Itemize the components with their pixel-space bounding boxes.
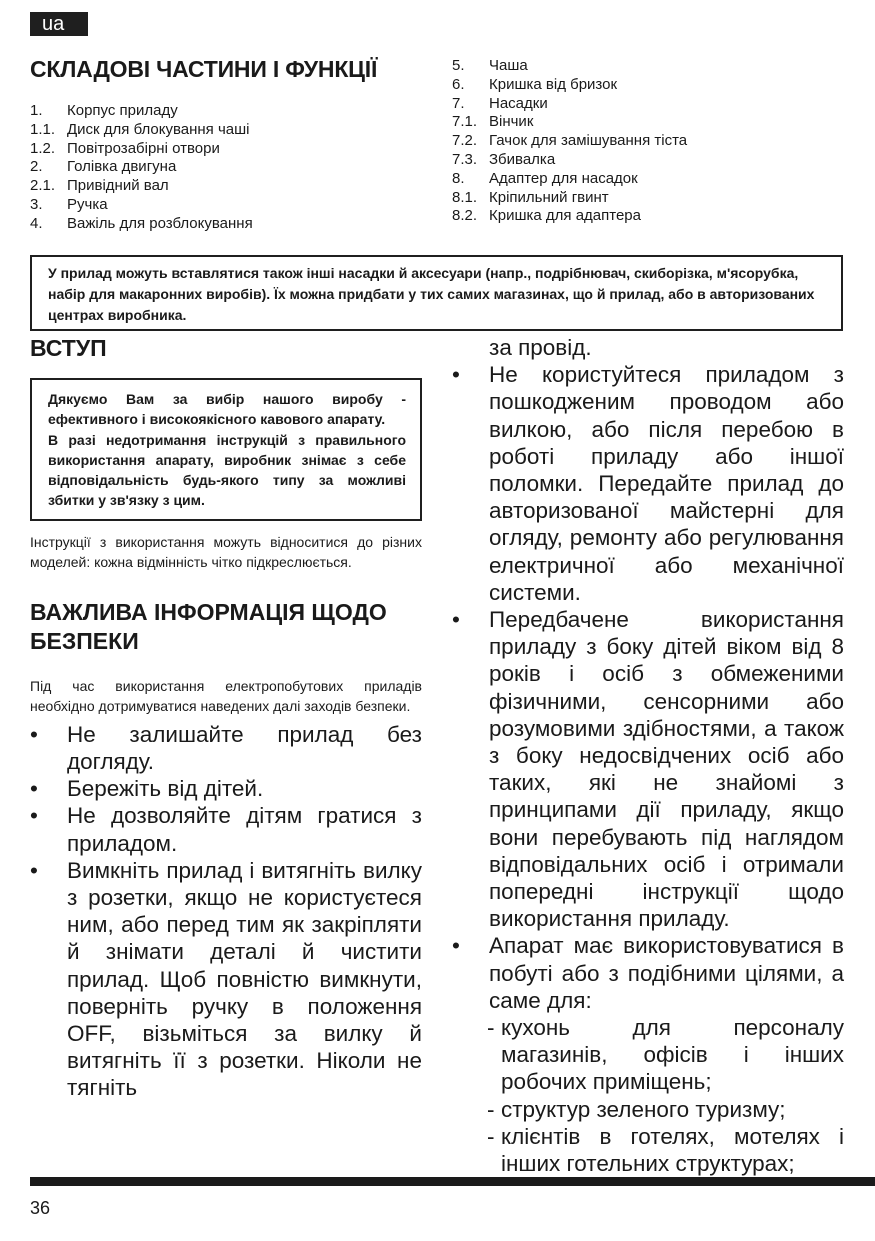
parts-list-left (30, 102, 253, 234)
part-label: Диск для блокування чаші (67, 120, 250, 138)
bullet-marker: • (452, 933, 460, 959)
part-label: Збивалка (489, 150, 556, 168)
part-number: 5. (452, 57, 465, 74)
part-label: Чаша (489, 57, 528, 74)
part-label: Кришка для адаптера (489, 207, 641, 225)
part-number: 6. (452, 75, 465, 93)
part-item (30, 102, 253, 121)
safety-intro: Під час використання електропобутових приладів необхідно дотримуватися наведених далі заходів безпеки. (30, 677, 422, 715)
usage-sub-item (487, 1123, 844, 1177)
part-item (452, 170, 687, 189)
usage-sub-item (487, 1014, 844, 1096)
bullet-text: Передбачене використання приладу з боку дітей віком від 8 років і осіб з обмеженими фізичними, сенсорними або розумовими здібностями, а також з боку недосвідчених осіб або таких, які не знайомі з принципами дії приладу, якщо вони перебувають під наглядом відповідальних осіб і отримали попередні інструкції щодо використання приладу. (489, 607, 844, 932)
part-number: 3. (30, 195, 43, 213)
part-number: 2. (30, 158, 43, 176)
part-item (30, 140, 253, 159)
thanks-text: Дякуємо Вам за вибір нашого виробу - ефективного і високоякісного кавового апарату. (48, 391, 406, 428)
safety-bullet-item (30, 721, 422, 775)
part-label: Важіль для розблокування (67, 214, 253, 232)
usage-sub-list (487, 1014, 844, 1177)
part-item (452, 189, 687, 208)
part-item (452, 132, 687, 151)
bullet-text: Не залишайте прилад без догляду. (67, 721, 422, 774)
bullet-text: Не користуйтеся приладом з пошкодженим проводом або вилкою, або після перебою в роботі приладу або іншої поломки. Передайте прилад до авторизованої майстерні для огляду, ремонту або регулювання електричної або механічної системи. (489, 362, 844, 605)
list-item-continuation (452, 334, 844, 361)
part-item (30, 121, 253, 140)
intro-title: ВСТУП (30, 335, 107, 361)
usage-sub-item (487, 1096, 844, 1123)
part-number: 8. (452, 169, 465, 187)
part-label: Вінчик (489, 113, 534, 131)
part-item (30, 215, 253, 234)
part-item (452, 57, 687, 76)
dash-marker: - (487, 1123, 495, 1149)
bullet-marker: • (30, 721, 38, 747)
part-number: 7.2. (452, 132, 478, 150)
left-column (30, 334, 422, 1102)
bullet-marker: • (30, 776, 38, 802)
part-label: Повітрозабірні отвори (67, 139, 220, 157)
part-item (452, 151, 687, 170)
parts-list-right (452, 57, 687, 226)
part-number: 7. (452, 94, 465, 112)
part-label: Ручка (67, 195, 108, 213)
continuation-text: за провід. (489, 335, 592, 360)
part-label: Адаптер для насадок (489, 169, 638, 187)
dash-marker: - (487, 1096, 495, 1122)
bullet-marker: • (30, 803, 38, 829)
dash-marker: - (487, 1015, 495, 1041)
bullet-marker: • (30, 857, 38, 883)
bullet-text: Апарат має використовуватися в побуті або з подібними цілями, а саме для: (489, 933, 844, 1013)
thanks-box (30, 378, 422, 521)
page-number: 36 (30, 1198, 51, 1218)
safety-bullet-item (30, 857, 422, 1102)
sub-item-text: структур зеленого туризму; (501, 1096, 786, 1122)
part-number: 8.1. (452, 188, 478, 206)
safety-bullet-item (452, 361, 844, 606)
part-item (30, 196, 253, 215)
part-number: 7.3. (452, 150, 478, 168)
safety-list-left (30, 721, 422, 1102)
part-number: 2.1. (30, 177, 56, 195)
part-number: 1.1. (30, 120, 56, 138)
part-item (30, 158, 253, 177)
part-number: 1. (30, 102, 43, 119)
liability-warning: В разі недотримання інструкцій з правильного використання апарату, виробник знімає з себе відповідальність будь-якого типу за можливі збитки у зв'язку з цим. (48, 431, 406, 509)
safety-title: ВАЖЛИВА ІНФОРМАЦІЯ ЩОДО БЕЗПЕКИ (30, 598, 387, 654)
part-item (452, 76, 687, 95)
models-note: Інструкції з використання можуть відноситися до різних моделей: кожна відмінність чітко підкреслюється. (30, 533, 422, 571)
part-item (452, 113, 687, 132)
bullet-marker: • (452, 607, 460, 633)
part-number: 1.2. (30, 139, 56, 157)
part-number: 4. (30, 214, 43, 232)
part-label: Гачок для замішування тіста (489, 132, 688, 150)
part-label: Голівка двигуна (67, 158, 177, 176)
safety-bullet-item (452, 932, 844, 1177)
part-item (452, 95, 687, 114)
sub-item-text: кухонь для персоналу магазинів, офісів і інших робочих приміщень; (501, 1015, 844, 1095)
part-item (452, 207, 687, 226)
safety-bullet-item (452, 606, 844, 932)
part-number: 8.2. (452, 207, 478, 225)
part-label: Кріпильний гвинт (489, 188, 609, 206)
part-label: Привідний вал (67, 177, 169, 195)
sub-item-text: клієнтів в готелях, мотелях і інших готельних структурах; (501, 1123, 844, 1177)
language-tag: ua (30, 12, 88, 36)
safety-list-right (452, 334, 844, 1177)
bottom-rule (30, 1177, 875, 1186)
right-column (452, 334, 844, 1177)
accessories-notice: У прилад можуть вставлятися також інші насадки й аксесуари (напр., подрібнювач, скиборізка, м'ясорубка, набір для макаронних виробів). Їх можна придбати у тих самих магазинах, що й прилад, або в авторизованих центрах виробника. (30, 255, 843, 331)
part-number: 7.1. (452, 113, 478, 131)
part-label: Корпус приладу (67, 102, 178, 119)
part-item (30, 177, 253, 196)
bullet-text: Вимкніть прилад і витягніть вилку з розетки, якщо не користуєтеся ним, або перед тим як закріпляти й знімати деталі й чистити прилад. Щоб повністю вимкнути, поверніть ручку в положення OFF, візьміться за вилку й витягніть її з розетки. Ніколи не тягніть (67, 857, 422, 1101)
part-label: Насадки (489, 94, 548, 112)
parts-title: СКЛАДОВІ ЧАСТИНИ І ФУНКЦІЇ (30, 56, 378, 82)
bullet-text: Бережіть від дітей. (67, 776, 264, 802)
safety-bullet-item (30, 802, 422, 856)
part-label: Кришка від бризок (489, 75, 618, 93)
safety-bullet-item (30, 775, 422, 802)
bullet-marker: • (452, 362, 460, 388)
bullet-text: Не дозволяйте дітям гратися з приладом. (67, 803, 422, 856)
